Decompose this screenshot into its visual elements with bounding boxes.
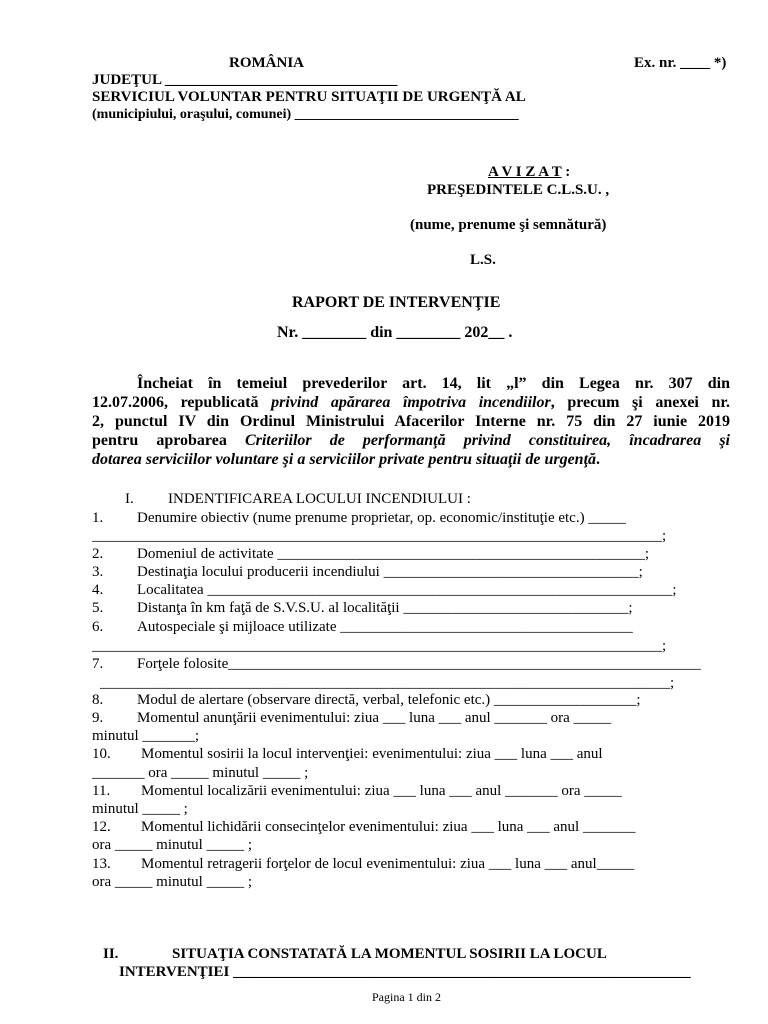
item-number: 1.	[92, 510, 104, 526]
criteria-title: Criteriilor de performanţă privind constituirea, încadrarea şi	[244, 432, 731, 449]
section-2-number: II.	[103, 946, 119, 962]
intro-line-4	[92, 432, 730, 450]
report-title: RAPORT DE INTERVENŢIE	[292, 294, 501, 311]
item-announcement-time-cont: minutul _______;	[92, 728, 200, 744]
item-localization-time: Momentul localizării evenimentului: ziua ___ luna ___ anul _______ ora _____	[141, 783, 622, 799]
item-number: 7.	[92, 656, 104, 672]
country-title: ROMÂNIA	[229, 55, 304, 71]
item-number: 8.	[92, 692, 104, 708]
item-number: 10.	[92, 746, 111, 762]
report-number: Nr. ________ din ________ 202__ .	[277, 324, 513, 341]
item-number: 4.	[92, 582, 104, 598]
ls-label: L.S.	[470, 252, 496, 268]
item-number: 12.	[92, 819, 111, 835]
item-liquidation-time: Momentul lichidării consecinţelor evenimentului: ziua ___ luna ___ anul _______	[141, 819, 636, 835]
item-localization-time-cont: minutul _____ ;	[92, 801, 188, 817]
municipality-field: (municipiului, oraşului, comunei) ________________________________	[92, 107, 519, 122]
law-title: privind apărarea împotriva incendiilor	[271, 394, 551, 411]
intro-line-2-c: , precum şi anexei nr.	[550, 394, 730, 411]
item-liquidation-time-cont: ora _____ minutul _____ ;	[92, 837, 252, 853]
avizat-colon: :	[561, 164, 571, 180]
criteria-title-cont: dotarea serviciilor voluntare şi a serviciilor private pentru situaţii de urgenţă	[92, 451, 597, 468]
service-name: SERVICIUL VOLUNTAR PENTRU SITUAŢII DE URGENŢĂ AL	[92, 89, 526, 105]
section-1-number: I.	[125, 491, 134, 507]
item-arrival-time: Momentul sosirii la locul intervenţiei: evenimentului: ziua ___ luna ___ anul	[141, 746, 603, 762]
item-withdrawal-time-cont: ora _____ minutul _____ ;	[92, 874, 252, 890]
item-forces: Forţele folosite_______________________________________________________________	[137, 656, 701, 672]
intro-line-5-end: .	[596, 451, 601, 468]
item-activity-domain: Domeniul de activitate _________________________________________________;	[137, 546, 650, 562]
item-forces-cont: ____________________________________________________________________________;	[100, 675, 675, 691]
intro-line-2	[92, 394, 730, 412]
section-1-heading: INDENTIFICAREA LOCULUI INCENDIULUI :	[168, 491, 471, 507]
item-number: 2.	[92, 546, 104, 562]
item-distance: Distanţa în km faţă de S.V.S.U. al localităţii ______________________________;	[137, 600, 633, 616]
section-2-heading: SITUAŢIA CONSTATATĂ LA MOMENTUL SOSIRII LA LOCUL	[172, 946, 607, 962]
avizat-text: A V I Z A T	[488, 164, 562, 180]
item-locality: Localitatea ______________________________________________________________;	[137, 582, 677, 598]
avizat-label	[488, 163, 570, 181]
item-number: 9.	[92, 710, 104, 726]
item-withdrawal-time: Momentul retragerii forţelor de locul evenimentului: ziua ___ luna ___ anul_____	[141, 856, 635, 872]
item-vehicles-cont: ____________________________________________________________________________;	[92, 638, 667, 654]
item-arrival-time-cont: _______ ora _____ minutul _____ ;	[92, 765, 309, 781]
page-number: Pagina 1 din 2	[372, 990, 441, 1004]
judet-field: JUDEŢUL _______________________________	[92, 72, 398, 88]
intro-line-5	[92, 451, 600, 469]
president-label: PREŞEDINTELE C.L.S.U. ,	[427, 182, 610, 198]
item-fire-location-purpose: Destinaţia locului producerii incendiului __________________________________;	[137, 564, 643, 580]
item-number: 6.	[92, 619, 104, 635]
copy-number-field: Ex. nr. ____ *)	[634, 55, 727, 71]
intro-line-1: Încheiat în temeiul prevederilor art. 14, lit „l” din Legea nr. 307 din	[137, 375, 730, 392]
item-alert-mode: Modul de alertare (observare directă, verbal, telefonic etc.) ___________________;	[137, 692, 641, 708]
item-number: 11.	[92, 783, 111, 799]
item-objective: Denumire obiectiv (nume prenume proprietar, op. economic/instituţie etc.) _____	[137, 510, 626, 526]
intro-line-2-a: 12.07.2006, republicată	[92, 394, 272, 411]
item-vehicles: Autospeciale şi mijloace utilizate _______________________________________	[137, 619, 633, 635]
section-2-heading-cont: INTERVENŢIEI _____________________________________________________________	[119, 964, 691, 980]
intro-line-3: 2, punctul IV din Ordinul Ministrului Afacerilor Interne nr. 75 din 27 iunie 2019	[92, 413, 730, 430]
item-number: 5.	[92, 600, 104, 616]
item-objective-cont: ____________________________________________________________________________;	[92, 528, 667, 544]
intro-line-4-a: pentru aprobarea	[92, 432, 245, 449]
item-number: 3.	[92, 564, 104, 580]
signature-label: (nume, prenume şi semnătură)	[410, 217, 607, 233]
item-announcement-time: Momentul anunţării evenimentului: ziua ___ luna ___ anul _______ ora _____	[137, 710, 612, 726]
item-number: 13.	[92, 856, 111, 872]
